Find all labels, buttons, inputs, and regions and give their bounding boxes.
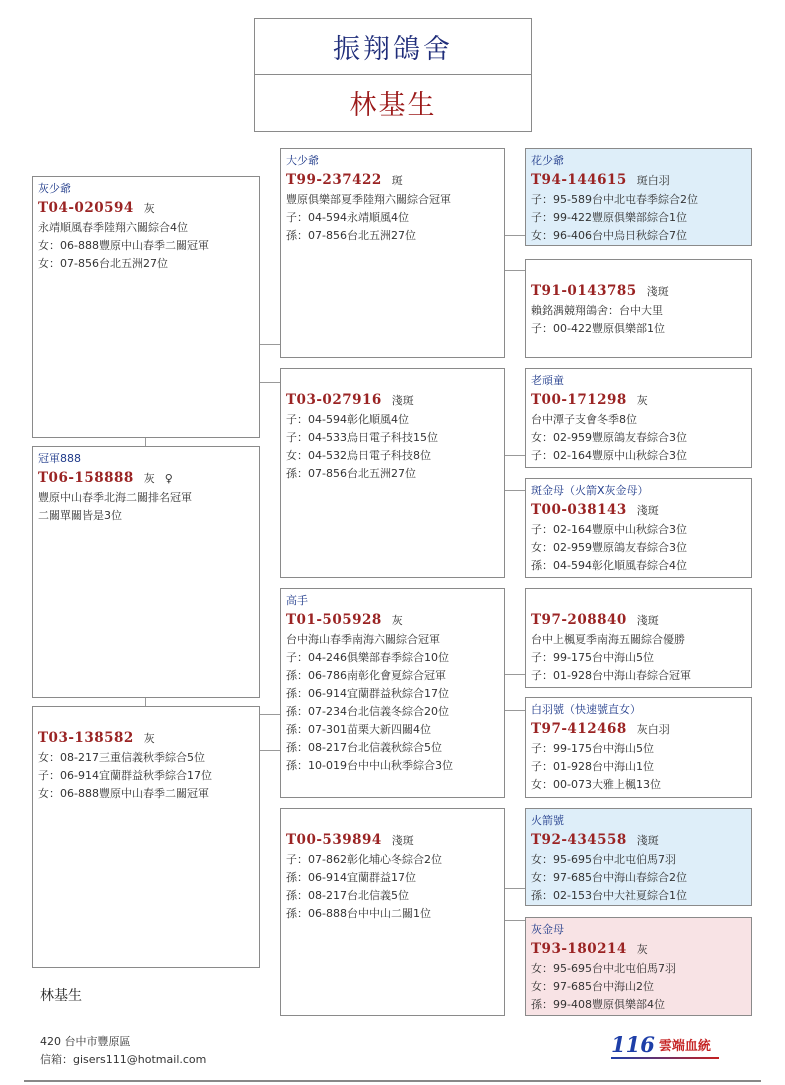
pedigree-card-ssd (525, 259, 752, 358)
achievement-line: 女：06-888豐原中山春季二關冠軍 (38, 239, 209, 252)
ring-row (531, 938, 746, 960)
logo-text: 雲端血統 (658, 1039, 711, 1054)
achievement-line: 子：99-422豐原俱樂部綜合1位 (531, 211, 687, 224)
owner-name: 林基生 (349, 90, 437, 121)
ring-number: T97-412468 (531, 721, 627, 737)
connector-line (505, 270, 525, 271)
achievement-line: 孫：08-217台北信義5位 (286, 889, 409, 902)
logo-number: 116 (611, 1032, 655, 1057)
logo-underline (611, 1057, 719, 1059)
achievement-line: 女：02-959豐原鴿友春綜合3位 (531, 431, 687, 444)
connector-line (505, 235, 525, 236)
connector-line (260, 714, 280, 715)
ring-row (286, 829, 499, 851)
bird-name: 白羽號（快速號直女） (531, 703, 641, 716)
achievement-line: 女：95-695台中北屯伯馬7羽 (531, 962, 676, 975)
ring-row (531, 718, 746, 740)
achievement-line: 孫：07-234台北信義冬綜合20位 (286, 705, 449, 718)
bird-name (286, 813, 499, 829)
connector-line (505, 490, 525, 491)
achievement-line: 子：01-928台中海山春綜合冠軍 (531, 669, 691, 682)
achievement-line: 女：97-685台中海山春綜合2位 (531, 871, 687, 884)
pedigree-card-sds (525, 368, 752, 468)
bird-color: 淺斑 (391, 394, 414, 407)
achievement-line: 女：95-695台中北屯伯馬7羽 (531, 853, 676, 866)
bird-name: 花少爺 (531, 154, 564, 167)
ring-number: T91-0143785 (531, 283, 637, 299)
pedigree-card-sdd (525, 478, 752, 578)
connector-line (505, 920, 525, 921)
footer-email: 信箱：gisers111@hotmail.com (40, 1053, 207, 1066)
pedigree-card-dam (32, 706, 260, 968)
pedigree-card-dss (525, 588, 752, 688)
bottom-divider (24, 1080, 761, 1082)
achievement-line: 子：04-533烏日電子科技15位 (286, 431, 438, 444)
achievement-line: 孫：06-786南彰化會夏綜合冠軍 (286, 669, 446, 682)
achievement-line: 豐原中山春季北海二關排名冠軍 (38, 491, 192, 504)
bird-name: 高手 (286, 594, 308, 607)
achievement-line: 台中上楓夏季南海五關綜合優勝 (531, 633, 685, 646)
achievement-line: 子：00-422豐原俱樂部1位 (531, 322, 665, 335)
bird-name: 斑金母（火箭X灰金母） (531, 484, 649, 497)
pedigree-card-sire-dam (280, 368, 505, 578)
connector-line (505, 888, 525, 889)
bird-name (531, 593, 746, 609)
bird-color: 灰 (636, 394, 648, 407)
achievement-line: 女：97-685台中海山2位 (531, 980, 654, 993)
bird-color: 灰 (143, 472, 155, 485)
ring-row (38, 727, 254, 749)
achievement-line: 孫：99-408豐原俱樂部4位 (531, 998, 665, 1011)
achievement-line: 子：01-928台中海山1位 (531, 760, 654, 773)
achievement-line: 子：07-862彰化埔心冬綜合2位 (286, 853, 442, 866)
bird-color: 淺斑 (636, 614, 659, 627)
pedigree-card-dds (525, 808, 752, 906)
ring-number: T01-505928 (286, 612, 382, 628)
ring-row (38, 467, 254, 489)
ring-number: T04-020594 (38, 200, 134, 216)
achievement-line: 子：02-164豐原中山秋綜合3位 (531, 523, 687, 536)
achievement-line: 孫：07-856台北五洲27位 (286, 467, 416, 480)
bird-name: 灰少爺 (38, 182, 71, 195)
ring-row (38, 197, 254, 219)
achievement-line: 賴銘湡競翔鴿舍：台中大里 (531, 304, 663, 317)
connector-line (505, 674, 525, 675)
footer-address: 420 台中市豐原區 (40, 1035, 131, 1048)
achievement-line: 孫：10-019台中中山秋季綜合3位 (286, 759, 453, 772)
bird-color: 淺斑 (636, 504, 659, 517)
ring-number: T94-144615 (531, 172, 627, 188)
achievement-line: 女：96-406台中烏日秋綜合7位 (531, 229, 687, 242)
bird-name: 冠軍888 (38, 452, 81, 465)
pedigree-card-dam-dam (280, 808, 505, 1016)
pedigree-card-ddd (525, 917, 752, 1016)
bird-color: 灰白羽 (636, 723, 670, 736)
achievement-line: 豐原俱樂部夏季陸翔六關綜合冠軍 (286, 193, 451, 206)
ring-number: T06-158888 (38, 470, 134, 486)
footer-owner-name: 林基生 (40, 988, 82, 1004)
achievement-line: 孫：08-217台北信義秋綜合5位 (286, 741, 442, 754)
ring-row (531, 169, 746, 191)
brand-logo[interactable] (611, 1030, 721, 1056)
bird-name (38, 711, 254, 727)
title-box (254, 18, 532, 132)
achievement-line: 子：99-175台中海山5位 (531, 651, 654, 664)
connector-line (260, 382, 280, 383)
pedigree-card-sire (32, 176, 260, 438)
achievement-line: 子：02-164豐原中山秋綜合3位 (531, 449, 687, 462)
ring-row (531, 609, 746, 631)
ring-number: T92-434558 (531, 832, 627, 848)
achievement-line: 子：06-914宜蘭群益秋季綜合17位 (38, 769, 212, 782)
loft-name: 振翔鴿舍 (333, 34, 453, 65)
connector-line (260, 750, 280, 751)
achievement-line: 台中潭子支會冬季8位 (531, 413, 637, 426)
ring-number: T03-027916 (286, 392, 382, 408)
bird-name: 老頑童 (531, 374, 564, 387)
connector-line (145, 698, 146, 706)
bird-color: 淺斑 (391, 834, 414, 847)
loft-name-row (255, 19, 531, 74)
achievement-line: 子：04-594彰化順風4位 (286, 413, 409, 426)
ring-number: T03-138582 (38, 730, 134, 746)
achievement-line: 女：00-073大雅上楓13位 (531, 778, 661, 791)
bird-color: 灰 (143, 732, 155, 745)
pedigree-card-dsd (525, 697, 752, 798)
pedigree-card-sss (525, 148, 752, 246)
achievement-line: 女：02-959豐原鴿友春綜合3位 (531, 541, 687, 554)
ring-row (286, 389, 499, 411)
sex-symbol: ♀ (164, 472, 173, 485)
connector-line (505, 710, 525, 711)
achievement-line: 子：99-175台中海山5位 (531, 742, 654, 755)
connector-line (260, 344, 280, 345)
achievement-line: 子：95-589台中北屯春季綜合2位 (531, 193, 698, 206)
achievement-line: 台中海山春季南海六關綜合冠軍 (286, 633, 440, 646)
achievement-line: 孫：02-153台中大社夏綜合1位 (531, 889, 687, 902)
bird-name: 火箭號 (531, 814, 564, 827)
bird-name: 灰金母 (531, 923, 564, 936)
bird-color: 灰 (391, 614, 403, 627)
connector-line (145, 438, 146, 446)
bird-color: 淺斑 (636, 834, 659, 847)
pedigree-card-sire-sire (280, 148, 505, 358)
bird-color: 灰 (143, 202, 155, 215)
pedigree-card-dam-sire (280, 588, 505, 798)
achievement-line: 子：04-246俱樂部春季綜合10位 (286, 651, 449, 664)
ring-number: T00-038143 (531, 502, 627, 518)
bird-color: 淺斑 (646, 285, 669, 298)
ring-row (531, 499, 746, 521)
ring-number: T99-237422 (286, 172, 382, 188)
achievement-line: 女：08-217三重信義秋季綜合5位 (38, 751, 205, 764)
owner-name-row (255, 74, 531, 130)
achievement-line: 女：06-888豐原中山春季二關冠軍 (38, 787, 209, 800)
bird-name: 大少爺 (286, 154, 319, 167)
achievement-line: 孫：04-594彰化順風春綜合4位 (531, 559, 687, 572)
ring-number: T00-171298 (531, 392, 627, 408)
ring-number: T00-539894 (286, 832, 382, 848)
achievement-line: 二關單關皆是3位 (38, 509, 122, 522)
achievement-line: 孫：06-914宜蘭群益秋綜合17位 (286, 687, 449, 700)
achievement-line: 孫：06-888台中中山二關1位 (286, 907, 431, 920)
bird-name (286, 373, 499, 389)
pedigree-card-subject (32, 446, 260, 698)
achievement-line: 孫：07-301苗栗大新四關4位 (286, 723, 431, 736)
ring-number: T93-180214 (531, 941, 627, 957)
ring-row (531, 389, 746, 411)
bird-color: 斑白羽 (636, 174, 670, 187)
bird-color: 斑 (391, 174, 403, 187)
achievement-line: 永靖順風春季陸翔六關綜合4位 (38, 221, 188, 234)
bird-name (531, 264, 746, 280)
achievement-line: 女：04-532烏日電子科技8位 (286, 449, 431, 462)
ring-row (286, 609, 499, 631)
bird-color: 灰 (636, 943, 648, 956)
achievement-line: 子：04-594永靖順風4位 (286, 211, 409, 224)
ring-number: T97-208840 (531, 612, 627, 628)
ring-row (531, 829, 746, 851)
ring-row (286, 169, 499, 191)
achievement-line: 女：07-856台北五洲27位 (38, 257, 168, 270)
achievement-line: 孫：06-914宜蘭群益17位 (286, 871, 416, 884)
ring-row (531, 280, 746, 302)
achievement-line: 孫：07-856台北五洲27位 (286, 229, 416, 242)
connector-line (505, 455, 525, 456)
